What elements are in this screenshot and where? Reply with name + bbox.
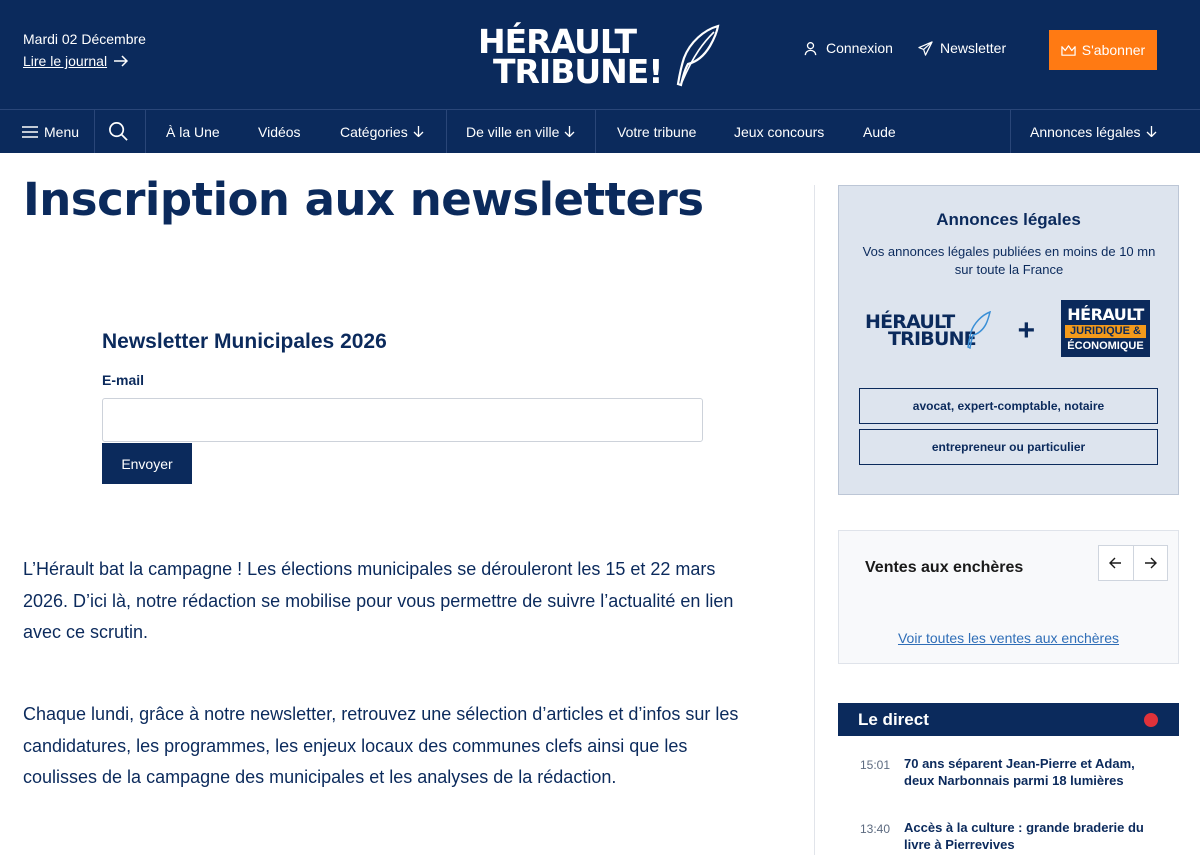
login-link[interactable] bbox=[803, 40, 893, 56]
top-header bbox=[0, 0, 1200, 109]
user-icon bbox=[803, 41, 818, 56]
read-journal-label: Lire le journal bbox=[23, 53, 108, 69]
auctions-title: Ventes aux enchères bbox=[865, 559, 1024, 576]
arrow-right-icon bbox=[113, 55, 129, 67]
logo-hje-line-3: ÉCONOMIQUE bbox=[1067, 340, 1144, 352]
menu-label: Menu bbox=[44, 123, 80, 140]
intro-paragraph: L’Hérault bat la campagne ! Les élections municipales se dérouleront les 15 et 22 mars 2026. D’ici là, notre rédaction se mobilise pour vous permettre de suivre l’actualité en lien avec ce scrutin. bbox=[23, 559, 734, 642]
live-feed-title: Le direct bbox=[858, 710, 929, 729]
arrow-down-icon bbox=[564, 126, 575, 137]
email-field[interactable] bbox=[102, 398, 703, 442]
next-button[interactable] bbox=[1133, 546, 1167, 580]
legal-professional-button[interactable]: avocat, expert-comptable, notaire bbox=[859, 388, 1158, 424]
nav-item-categories-label: Catégories bbox=[340, 123, 408, 140]
nav-item-jeux-concours[interactable]: Jeux concours bbox=[734, 123, 825, 140]
subscribe-label: S'abonner bbox=[1081, 42, 1146, 58]
submit-button[interactable]: Envoyer bbox=[102, 443, 192, 484]
email-label: E-mail bbox=[102, 372, 145, 388]
page-title: Inscription aux newsletters bbox=[23, 173, 704, 226]
paper-plane-icon bbox=[918, 41, 933, 56]
previous-button[interactable] bbox=[1099, 546, 1133, 580]
nav-divider bbox=[595, 110, 596, 153]
nav-item-de-ville-en-ville[interactable] bbox=[466, 110, 575, 153]
newsletter-link[interactable] bbox=[918, 40, 1006, 56]
legal-notices-box bbox=[838, 185, 1179, 495]
main-nav bbox=[0, 109, 1200, 153]
newsletter-label: Newsletter bbox=[940, 40, 1007, 56]
search-button[interactable] bbox=[108, 110, 129, 153]
logo-ht-line-1: HÉRAULT bbox=[865, 311, 955, 333]
nav-item-annonces-legales[interactable] bbox=[1030, 110, 1157, 153]
nav-item-aude[interactable]: Aude bbox=[863, 123, 896, 140]
nav-divider bbox=[446, 110, 447, 153]
legal-individual-button[interactable]: entrepreneur ou particulier bbox=[859, 429, 1158, 465]
nav-divider bbox=[1010, 110, 1011, 153]
auctions-box bbox=[838, 530, 1179, 664]
menu-button[interactable] bbox=[22, 110, 79, 153]
login-label: Connexion bbox=[826, 40, 893, 56]
search-icon bbox=[108, 121, 129, 142]
read-journal-link[interactable] bbox=[23, 53, 129, 69]
nav-divider bbox=[145, 110, 146, 153]
nav-item-votre-tribune[interactable]: Votre tribune bbox=[617, 123, 697, 140]
arrow-left-icon bbox=[1109, 557, 1122, 569]
nav-item-ville-label: De ville en ville bbox=[466, 123, 560, 140]
nav-item-videos[interactable]: Vidéos bbox=[258, 123, 301, 140]
logo-hje-line-1: HÉRAULT bbox=[1067, 305, 1144, 324]
arrow-down-icon bbox=[413, 126, 424, 137]
hamburger-icon bbox=[22, 126, 38, 138]
nav-item-categories[interactable] bbox=[340, 110, 424, 153]
arrow-right-icon bbox=[1144, 557, 1157, 569]
column-divider bbox=[814, 185, 815, 855]
plus-sign: + bbox=[1017, 314, 1035, 347]
live-item-headline[interactable]: Accès à la culture : grande braderie du livre à Pierrevives bbox=[904, 820, 1144, 852]
details-paragraph: Chaque lundi, grâce à notre newsletter, retrouvez une sélection d’articles et d’infos sur les candidatures, les programmes, les enjeux locaux des communes clefs ainsi que les coulisses de la campagne des municipales et les analyses de la rédaction. bbox=[23, 704, 739, 787]
auctions-carousel-controls bbox=[1098, 545, 1168, 581]
feather-icon bbox=[965, 311, 991, 349]
current-date: Mardi 02 Décembre bbox=[23, 31, 146, 47]
logo-line-1: HÉRAULT bbox=[478, 22, 636, 61]
nav-item-legal-label: Annonces légales bbox=[1030, 123, 1141, 140]
live-item-time: 13:40 bbox=[860, 822, 891, 836]
live-indicator-icon bbox=[1144, 713, 1158, 727]
arrow-down-icon bbox=[1146, 126, 1157, 137]
legal-notices-title: Annonces légales bbox=[936, 210, 1081, 229]
subscribe-button[interactable] bbox=[1049, 30, 1157, 70]
herault-juridique-logo bbox=[1061, 300, 1150, 357]
legal-notices-description: Vos annonces légales publiées en moins de 10 mn sur toute la France bbox=[862, 244, 1156, 277]
logo-ht-line-2: TRIBUNE bbox=[888, 328, 976, 350]
site-logo[interactable] bbox=[478, 22, 723, 92]
herault-tribune-logo bbox=[865, 311, 993, 353]
live-feed-header bbox=[838, 703, 1179, 736]
all-auctions-link[interactable]: Voir toutes les ventes aux enchères bbox=[897, 630, 1120, 646]
live-item-time: 15:01 bbox=[860, 758, 891, 772]
crown-icon bbox=[1061, 43, 1076, 58]
logo-hje-line-2: JURIDIQUE & bbox=[1065, 325, 1146, 338]
newsletter-title: Newsletter Municipales 2026 bbox=[102, 330, 387, 353]
live-item-headline[interactable]: 70 ans séparent Jean-Pierre et Adam, deux Narbonnais parmi 18 lumières bbox=[904, 756, 1135, 788]
nav-divider bbox=[94, 110, 95, 153]
feather-icon bbox=[674, 24, 720, 88]
nav-item-a-la-une[interactable]: À la Une bbox=[166, 123, 220, 140]
logo-line-2: TRIBUNE! bbox=[493, 52, 663, 91]
